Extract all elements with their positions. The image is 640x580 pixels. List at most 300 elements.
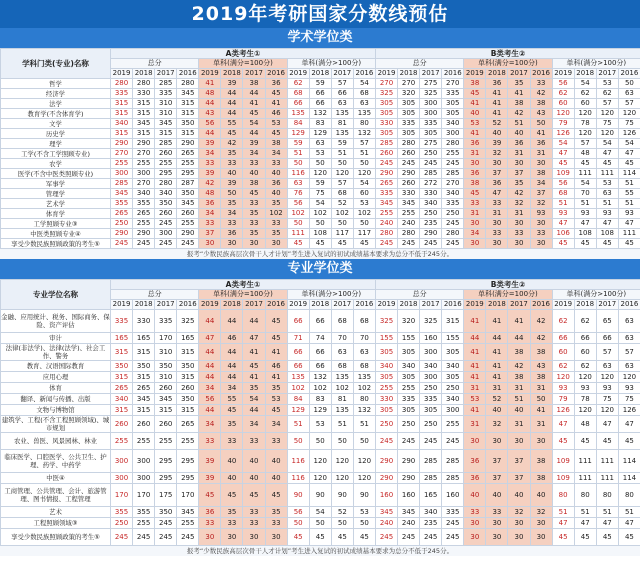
score-cell: 108 bbox=[309, 229, 331, 239]
score-cell: 290 bbox=[375, 450, 397, 473]
score-cell: 305 bbox=[398, 109, 420, 119]
score-cell: 93 bbox=[552, 209, 574, 219]
score-cell: 30 bbox=[464, 219, 486, 229]
score-cell: 43 bbox=[530, 109, 552, 119]
score-cell: 51 bbox=[596, 507, 618, 518]
score-cell: 290 bbox=[375, 169, 397, 179]
score-cell: 250 bbox=[375, 416, 397, 433]
score-cell: 54 bbox=[574, 179, 596, 189]
score-cell: 35 bbox=[265, 507, 287, 518]
score-cell: 63 bbox=[287, 179, 309, 189]
table-row bbox=[1, 179, 640, 189]
score-cell: 56 bbox=[199, 119, 221, 129]
score-cell: 135 bbox=[287, 109, 309, 119]
score-cell: 280 bbox=[442, 139, 464, 149]
score-cell: 51 bbox=[353, 149, 375, 159]
score-cell: 290 bbox=[133, 139, 155, 149]
score-cell: 46 bbox=[265, 361, 287, 372]
score-cell: 126 bbox=[552, 129, 574, 139]
year-header: 2017 bbox=[596, 300, 618, 310]
score-cell: 245 bbox=[375, 433, 397, 450]
score-cell: 132 bbox=[309, 372, 331, 383]
score-cell: 350 bbox=[177, 394, 199, 405]
year-header: 2018 bbox=[133, 300, 155, 310]
score-cell: 79 bbox=[552, 394, 574, 405]
subject-name: 医学(不含中医类照顾专业) bbox=[1, 169, 111, 179]
score-cell: 44 bbox=[221, 361, 243, 372]
score-cell: 44 bbox=[199, 129, 221, 139]
score-cell: 305 bbox=[398, 344, 420, 361]
score-cell: 280 bbox=[133, 79, 155, 89]
score-cell: 325 bbox=[375, 310, 397, 333]
year-header: 2019 bbox=[552, 69, 574, 79]
subject-name: 工学照顾专业③ bbox=[1, 219, 111, 229]
score-cell: 75 bbox=[309, 189, 331, 199]
score-cell: 315 bbox=[111, 344, 133, 361]
table-row bbox=[1, 450, 640, 473]
table-row bbox=[1, 99, 640, 109]
year-header: 2018 bbox=[133, 69, 155, 79]
score-cell: 290 bbox=[420, 229, 442, 239]
score-cell: 250 bbox=[111, 219, 133, 229]
score-cell: 35 bbox=[265, 383, 287, 394]
score-cell: 45 bbox=[574, 529, 596, 546]
score-cell: 132 bbox=[309, 109, 331, 119]
score-cell: 340 bbox=[111, 119, 133, 129]
score-cell: 45 bbox=[353, 239, 375, 249]
score-cell: 68 bbox=[353, 89, 375, 99]
score-cell: 260 bbox=[398, 179, 420, 189]
score-cell: 37 bbox=[486, 169, 508, 179]
score-cell: 33 bbox=[199, 433, 221, 450]
score-cell: 68 bbox=[552, 189, 574, 199]
subject-name: 管理学 bbox=[1, 189, 111, 199]
score-cell: 63 bbox=[618, 333, 640, 344]
score-cell: 62 bbox=[574, 310, 596, 333]
score-cell: 280 bbox=[398, 229, 420, 239]
year-header: 2019 bbox=[111, 300, 133, 310]
score-cell: 33 bbox=[530, 229, 552, 239]
score-cell: 165 bbox=[420, 484, 442, 507]
score-cell: 93 bbox=[552, 383, 574, 394]
score-cell: 265 bbox=[375, 179, 397, 189]
score-cell: 47 bbox=[596, 416, 618, 433]
score-cell: 270 bbox=[442, 179, 464, 189]
score-cell: 54 bbox=[243, 394, 265, 405]
score-cell: 245 bbox=[442, 518, 464, 529]
score-cell: 39 bbox=[199, 139, 221, 149]
score-cell: 36 bbox=[464, 139, 486, 149]
subject-name: 艺术学 bbox=[1, 199, 111, 209]
score-cell: 47 bbox=[552, 416, 574, 433]
score-cell: 260 bbox=[133, 416, 155, 433]
academic-heading: 学术学位类 bbox=[0, 28, 640, 48]
score-cell: 51 bbox=[287, 149, 309, 159]
score-cell: 44 bbox=[243, 129, 265, 139]
subject-name: 享受少数民族照顾政策的考生⑤ bbox=[1, 239, 111, 249]
score-cell: 51 bbox=[618, 507, 640, 518]
score-cell: 62 bbox=[552, 89, 574, 99]
score-cell: 44 bbox=[199, 405, 221, 416]
score-cell: 350 bbox=[177, 119, 199, 129]
score-cell: 44 bbox=[221, 109, 243, 119]
score-cell: 160 bbox=[375, 484, 397, 507]
score-cell: 315 bbox=[111, 99, 133, 109]
score-cell: 255 bbox=[133, 518, 155, 529]
score-cell: 280 bbox=[375, 229, 397, 239]
score-cell: 45 bbox=[243, 189, 265, 199]
score-cell: 68 bbox=[287, 89, 309, 99]
year-header: 2016 bbox=[442, 300, 464, 310]
score-cell: 44 bbox=[221, 99, 243, 109]
score-cell: 290 bbox=[111, 139, 133, 149]
score-cell: 47 bbox=[618, 149, 640, 159]
score-cell: 32 bbox=[530, 507, 552, 518]
score-cell: 44 bbox=[221, 344, 243, 361]
score-cell: 41 bbox=[265, 344, 287, 361]
score-cell: 305 bbox=[398, 129, 420, 139]
year-header: 2019 bbox=[464, 300, 486, 310]
score-cell: 41 bbox=[486, 310, 508, 333]
score-cell: 43 bbox=[530, 361, 552, 372]
score-cell: 345 bbox=[375, 507, 397, 518]
score-cell: 38 bbox=[464, 79, 486, 89]
score-cell: 66 bbox=[287, 344, 309, 361]
score-cell: 36 bbox=[265, 79, 287, 89]
score-cell: 47 bbox=[486, 189, 508, 199]
table-row bbox=[1, 507, 640, 518]
score-cell: 30 bbox=[508, 433, 530, 450]
score-cell: 41 bbox=[464, 99, 486, 109]
score-cell: 335 bbox=[398, 394, 420, 405]
subject-name: 享受少数民族照顾政策的考生⑤ bbox=[1, 529, 111, 546]
score-cell: 126 bbox=[618, 129, 640, 139]
table-row bbox=[1, 199, 640, 209]
score-cell: 31 bbox=[464, 149, 486, 159]
score-cell: 62 bbox=[574, 89, 596, 99]
score-cell: 45 bbox=[618, 159, 640, 169]
score-cell: 34 bbox=[464, 229, 486, 239]
score-cell: 315 bbox=[111, 109, 133, 119]
score-cell: 315 bbox=[177, 372, 199, 383]
score-cell: 51 bbox=[574, 199, 596, 209]
subject-name: 工程照顾领域③ bbox=[1, 518, 111, 529]
score-cell: 48 bbox=[199, 189, 221, 199]
score-cell: 30 bbox=[530, 159, 552, 169]
score-cell: 245 bbox=[111, 239, 133, 249]
score-cell: 63 bbox=[618, 310, 640, 333]
score-cell: 265 bbox=[177, 416, 199, 433]
score-cell: 51 bbox=[552, 507, 574, 518]
score-cell: 68 bbox=[353, 310, 375, 333]
score-cell: 345 bbox=[398, 199, 420, 209]
score-cell: 280 bbox=[398, 139, 420, 149]
score-cell: 30 bbox=[243, 239, 265, 249]
score-cell: 245 bbox=[177, 239, 199, 249]
score-cell: 63 bbox=[353, 99, 375, 109]
score-cell: 38 bbox=[530, 372, 552, 383]
score-cell: 52 bbox=[486, 119, 508, 129]
year-header: 2016 bbox=[177, 69, 199, 79]
score-cell: 30 bbox=[221, 529, 243, 546]
score-cell: 44 bbox=[243, 310, 265, 333]
score-cell: 335 bbox=[155, 310, 177, 333]
score-cell: 35 bbox=[243, 383, 265, 394]
score-cell: 34 bbox=[530, 179, 552, 189]
score-cell: 33 bbox=[221, 159, 243, 169]
table-row bbox=[1, 129, 640, 139]
score-cell: 34 bbox=[199, 416, 221, 433]
score-cell: 30 bbox=[243, 529, 265, 546]
score-cell: 50 bbox=[353, 159, 375, 169]
score-cell: 45 bbox=[596, 239, 618, 249]
score-cell: 120 bbox=[309, 169, 331, 179]
score-cell: 68 bbox=[331, 361, 353, 372]
score-cell: 108 bbox=[596, 229, 618, 239]
score-cell: 155 bbox=[442, 333, 464, 344]
score-cell: 74 bbox=[309, 333, 331, 344]
score-cell: 340 bbox=[398, 361, 420, 372]
subject-name: 建筑学、工程(不含工程照顾领域)、城市规划 bbox=[1, 416, 110, 432]
score-cell: 255 bbox=[155, 159, 177, 169]
score-cell: 265 bbox=[111, 209, 133, 219]
score-cell: 50 bbox=[287, 159, 309, 169]
score-cell: 38 bbox=[530, 450, 552, 473]
score-cell: 63 bbox=[331, 344, 353, 361]
score-cell: 41 bbox=[464, 344, 486, 361]
score-cell: 255 bbox=[177, 518, 199, 529]
score-cell: 36 bbox=[486, 79, 508, 89]
score-cell: 345 bbox=[398, 507, 420, 518]
score-cell: 245 bbox=[155, 529, 177, 546]
score-cell: 255 bbox=[442, 416, 464, 433]
score-cell: 81 bbox=[331, 119, 353, 129]
score-cell: 53 bbox=[265, 394, 287, 405]
score-cell: 120 bbox=[596, 405, 618, 416]
score-cell: 120 bbox=[552, 372, 574, 383]
score-cell: 50 bbox=[618, 79, 640, 89]
score-cell: 106 bbox=[552, 229, 574, 239]
score-cell: 305 bbox=[442, 99, 464, 109]
score-cell: 36 bbox=[199, 199, 221, 209]
score-cell: 45 bbox=[287, 529, 309, 546]
score-cell: 315 bbox=[155, 129, 177, 139]
score-cell: 31 bbox=[486, 209, 508, 219]
score-cell: 300 bbox=[420, 99, 442, 109]
score-cell: 90 bbox=[331, 484, 353, 507]
score-cell: 39 bbox=[486, 139, 508, 149]
score-cell: 30 bbox=[508, 239, 530, 249]
score-cell: 120 bbox=[618, 372, 640, 383]
score-cell: 57 bbox=[574, 139, 596, 149]
score-cell: 255 bbox=[442, 149, 464, 159]
score-cell: 66 bbox=[309, 89, 331, 99]
subject-name: 理学 bbox=[1, 139, 111, 149]
score-cell: 45 bbox=[574, 159, 596, 169]
score-cell: 50 bbox=[309, 518, 331, 529]
a-single-gt100-header: 单科(满分>100分) bbox=[287, 59, 375, 69]
subject-name: 文物与博物馆 bbox=[1, 405, 111, 416]
score-cell: 46 bbox=[221, 333, 243, 344]
score-cell: 295 bbox=[155, 450, 177, 473]
score-cell: 117 bbox=[353, 229, 375, 239]
score-cell: 80 bbox=[574, 484, 596, 507]
table-row bbox=[1, 169, 640, 179]
score-cell: 50 bbox=[309, 159, 331, 169]
score-cell: 250 bbox=[442, 209, 464, 219]
score-cell: 260 bbox=[155, 149, 177, 159]
score-cell: 75 bbox=[596, 394, 618, 405]
subject-name: 工学(不含工学照顾专业) bbox=[1, 149, 111, 159]
score-cell: 255 bbox=[398, 383, 420, 394]
score-cell: 102 bbox=[287, 209, 309, 219]
score-cell: 54 bbox=[552, 139, 574, 149]
score-cell: 315 bbox=[155, 405, 177, 416]
score-cell: 345 bbox=[177, 199, 199, 209]
score-cell: 57 bbox=[596, 99, 618, 109]
score-cell: 315 bbox=[177, 109, 199, 119]
score-cell: 37 bbox=[199, 229, 221, 239]
score-cell: 305 bbox=[420, 405, 442, 416]
score-cell: 34 bbox=[221, 383, 243, 394]
score-cell: 32 bbox=[486, 149, 508, 159]
score-cell: 30 bbox=[464, 518, 486, 529]
score-cell: 290 bbox=[111, 229, 133, 239]
score-cell: 260 bbox=[155, 383, 177, 394]
b-single-gt100-header: 单科(满分>100分) bbox=[552, 59, 640, 69]
score-cell: 245 bbox=[177, 529, 199, 546]
score-cell: 345 bbox=[133, 394, 155, 405]
score-cell: 47 bbox=[552, 149, 574, 159]
score-cell: 45 bbox=[265, 129, 287, 139]
score-cell: 300 bbox=[420, 372, 442, 383]
score-cell: 39 bbox=[221, 79, 243, 89]
score-cell: 47 bbox=[552, 219, 574, 229]
table-row bbox=[1, 518, 640, 529]
score-cell: 33 bbox=[530, 79, 552, 89]
score-cell: 285 bbox=[420, 450, 442, 473]
a-single100-header: 单科(满分=100分) bbox=[199, 290, 287, 300]
score-cell: 45 bbox=[265, 333, 287, 344]
b-total-header: 总分 bbox=[375, 59, 463, 69]
score-cell: 245 bbox=[375, 239, 397, 249]
score-cell: 335 bbox=[442, 507, 464, 518]
score-cell: 33 bbox=[243, 159, 265, 169]
score-cell: 50 bbox=[309, 219, 331, 229]
score-cell: 57 bbox=[331, 79, 353, 89]
score-cell: 315 bbox=[177, 129, 199, 139]
score-cell: 255 bbox=[155, 433, 177, 450]
score-cell: 45 bbox=[309, 239, 331, 249]
score-cell: 250 bbox=[442, 383, 464, 394]
score-cell: 38 bbox=[243, 79, 265, 89]
score-cell: 30 bbox=[199, 239, 221, 249]
score-cell: 51 bbox=[287, 416, 309, 433]
score-cell: 47 bbox=[618, 219, 640, 229]
score-cell: 129 bbox=[287, 405, 309, 416]
score-cell: 37 bbox=[508, 473, 530, 484]
score-cell: 54 bbox=[618, 139, 640, 149]
a-total-header: 总分 bbox=[111, 290, 199, 300]
score-cell: 42 bbox=[199, 179, 221, 189]
score-cell: 135 bbox=[331, 372, 353, 383]
year-header: 2016 bbox=[618, 300, 640, 310]
year-header: 2017 bbox=[596, 69, 618, 79]
score-cell: 285 bbox=[420, 473, 442, 484]
score-cell: 350 bbox=[111, 361, 133, 372]
score-cell: 102 bbox=[287, 383, 309, 394]
score-cell: 260 bbox=[177, 209, 199, 219]
score-cell: 51 bbox=[331, 416, 353, 433]
score-cell: 51 bbox=[618, 179, 640, 189]
score-cell: 47 bbox=[596, 149, 618, 159]
score-cell: 300 bbox=[111, 473, 133, 484]
score-cell: 62 bbox=[552, 361, 574, 372]
score-cell: 32 bbox=[508, 507, 530, 518]
score-cell: 50 bbox=[353, 433, 375, 450]
score-cell: 93 bbox=[596, 209, 618, 219]
score-cell: 41 bbox=[464, 129, 486, 139]
score-cell: 245 bbox=[133, 529, 155, 546]
score-cell: 44 bbox=[486, 333, 508, 344]
score-cell: 102 bbox=[265, 209, 287, 219]
score-cell: 52 bbox=[331, 507, 353, 518]
score-cell: 116 bbox=[287, 473, 309, 484]
score-cell: 300 bbox=[111, 450, 133, 473]
score-cell: 295 bbox=[177, 450, 199, 473]
score-cell: 33 bbox=[265, 518, 287, 529]
score-cell: 30 bbox=[464, 159, 486, 169]
score-cell: 250 bbox=[111, 518, 133, 529]
score-cell: 330 bbox=[133, 89, 155, 99]
score-cell: 120 bbox=[552, 109, 574, 119]
score-cell: 40 bbox=[508, 405, 530, 416]
score-cell: 33 bbox=[221, 219, 243, 229]
score-cell: 35 bbox=[265, 199, 287, 209]
score-cell: 53 bbox=[596, 79, 618, 89]
year-header: 2019 bbox=[287, 300, 309, 310]
score-cell: 38 bbox=[464, 179, 486, 189]
score-cell: 68 bbox=[353, 361, 375, 372]
subject-name: 法学 bbox=[1, 99, 111, 109]
score-cell: 305 bbox=[375, 109, 397, 119]
score-cell: 38 bbox=[265, 139, 287, 149]
score-cell: 46 bbox=[265, 109, 287, 119]
score-cell: 40 bbox=[221, 169, 243, 179]
score-cell: 42 bbox=[508, 361, 530, 372]
score-cell: 55 bbox=[618, 189, 640, 199]
score-cell: 51 bbox=[331, 149, 353, 159]
score-cell: 51 bbox=[508, 119, 530, 129]
score-cell: 38 bbox=[530, 473, 552, 484]
score-cell: 280 bbox=[111, 79, 133, 89]
score-cell: 102 bbox=[309, 383, 331, 394]
score-cell: 111 bbox=[287, 229, 309, 239]
score-cell: 30 bbox=[486, 433, 508, 450]
score-cell: 315 bbox=[177, 405, 199, 416]
table-row bbox=[1, 394, 640, 405]
score-cell: 45 bbox=[199, 484, 221, 507]
group-b-header: B类考生② bbox=[375, 49, 640, 59]
score-cell: 165 bbox=[111, 333, 133, 344]
score-cell: 41 bbox=[464, 405, 486, 416]
score-cell: 54 bbox=[574, 79, 596, 89]
score-cell: 80 bbox=[596, 484, 618, 507]
score-cell: 275 bbox=[420, 79, 442, 89]
score-cell: 245 bbox=[375, 529, 397, 546]
score-cell: 43 bbox=[199, 109, 221, 119]
score-cell: 135 bbox=[353, 372, 375, 383]
